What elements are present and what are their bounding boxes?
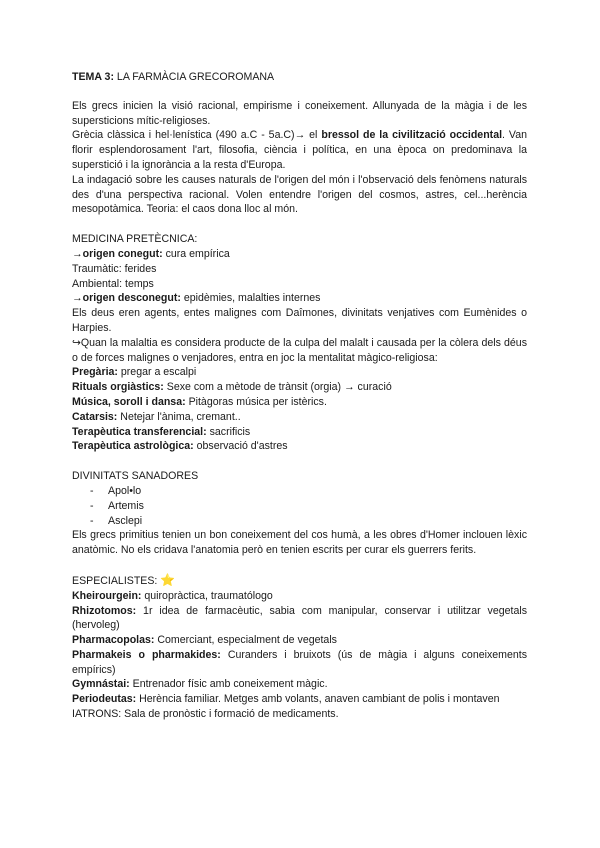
section-heading-especialistes: ESPECIALISTES: ⭐ — [72, 572, 176, 587]
specialist-item: Gymnástai: Entrenador físic amb coneixement màgic. — [72, 678, 328, 691]
list-item: - Asclepi — [90, 514, 143, 527]
intro-paragraph-2: Grècia clàssica i hel·lenística (490 a.C - 5a.C)→ el bressol de la civilització occidental. Van florir esplendorosament l'art, filosofia, ciència i política, en una època on predominava la superstició i la ignorància a la resta d'Europa. — [72, 129, 527, 171]
therapy-item: Música, soroll i dansa: Pitàgoras música per istèrics. — [72, 395, 327, 408]
therapy-item: Terapèutica astrològica: observació d'astres — [72, 440, 288, 453]
section-heading-divinitats: DIVINITATS SANADORES — [72, 470, 199, 483]
document-page — [72, 70, 527, 722]
list-item: - Artemis — [90, 499, 144, 512]
deus-paragraph: Els deus eren agents, entes malignes com Daîmones, divinitats venjatives com Eumènides o Harpies. — [72, 307, 527, 334]
specialist-item: Pharmakeis o pharmakides: Curanders i bruixots (ús de màgia i alguns coneixements empírics) — [72, 648, 528, 676]
list-item: - Apol•lo — [90, 484, 142, 497]
intro-paragraph-3: La indagació sobre les causes naturals de l'origen del món i l'observació dels fenòmens naturals des d'una perspectiva racional. Volen entendre l'origen del cosmos, astres, cel...herència mesopotàmica. Teoria: el caos dona lloc al món. — [72, 173, 527, 216]
divinitats-list — [72, 484, 527, 528]
iatrons-line: IATRONS: Sala de pronòstic i formació de medicaments. — [72, 708, 339, 721]
star-icon: ⭐ — [160, 572, 176, 587]
specialist-item: Rhizotomos: 1r idea de farmacèutic, sabia com manipular, conservar i utilitzar vegetals (hervoleg) — [72, 604, 527, 632]
specialist-item: Kheirourgein: quiropràctica, traumatólogo — [72, 589, 273, 602]
therapy-item: Terapèutica transferencial: sacrificis — [72, 425, 251, 438]
divinitats-paragraph: Els grecs primitius tenien un bon coneixement del cos humà, a les obres d'Homer inclouen lèxic anatòmic. No els cridava l'anatomia però en tenien escrits per curar els guerrers ferits. — [72, 529, 527, 557]
origen-desconegut: →origen desconegut: epidèmies, malalties internes — [72, 292, 321, 305]
specialist-item: Periodeutas: Herència familiar. Metges amb volants, anaven cambiant de polis i montaven — [72, 693, 500, 706]
title-topic: TEMA 3: — [72, 71, 114, 83]
title-text: LA FARMÀCIA GRECOROMANA — [113, 71, 275, 83]
traumatic-line: Traumàtic: ferides — [72, 262, 157, 275]
quan-paragraph: ↪Quan la malaltia es considera producte de la culpa del malalt i causada per la còlera dels déus o de forces malignes o venjadores, entra en joc la mentalitat màgico-religiosa: — [72, 336, 527, 364]
therapy-item: Rituals orgiàstics: Sexe com a mètode de trànsit (orgia) → curació — [72, 381, 392, 394]
ambiental-line: Ambiental: temps — [72, 277, 154, 290]
origen-conegut: →origen conegut: cura empírica — [72, 247, 230, 260]
therapy-item: Catarsis: Netejar l'ànima, cremant.. — [72, 410, 241, 423]
section-heading-medicina: MEDICINA PRETÈCNICA: — [72, 233, 198, 246]
page-title — [72, 70, 527, 85]
intro-emphasis: bressol de la civilització occidental — [321, 129, 503, 142]
specialist-item: Pharmacopolas: Comerciant, especialment de vegetals — [72, 634, 337, 647]
intro-paragraph-1: Els grecs inicien la visió racional, empirisme i coneixement. Allunyada de la màgia i de les supersticions mític-religioses. — [72, 99, 527, 127]
therapy-item: Pregària: pregar a escalpi — [72, 366, 197, 379]
